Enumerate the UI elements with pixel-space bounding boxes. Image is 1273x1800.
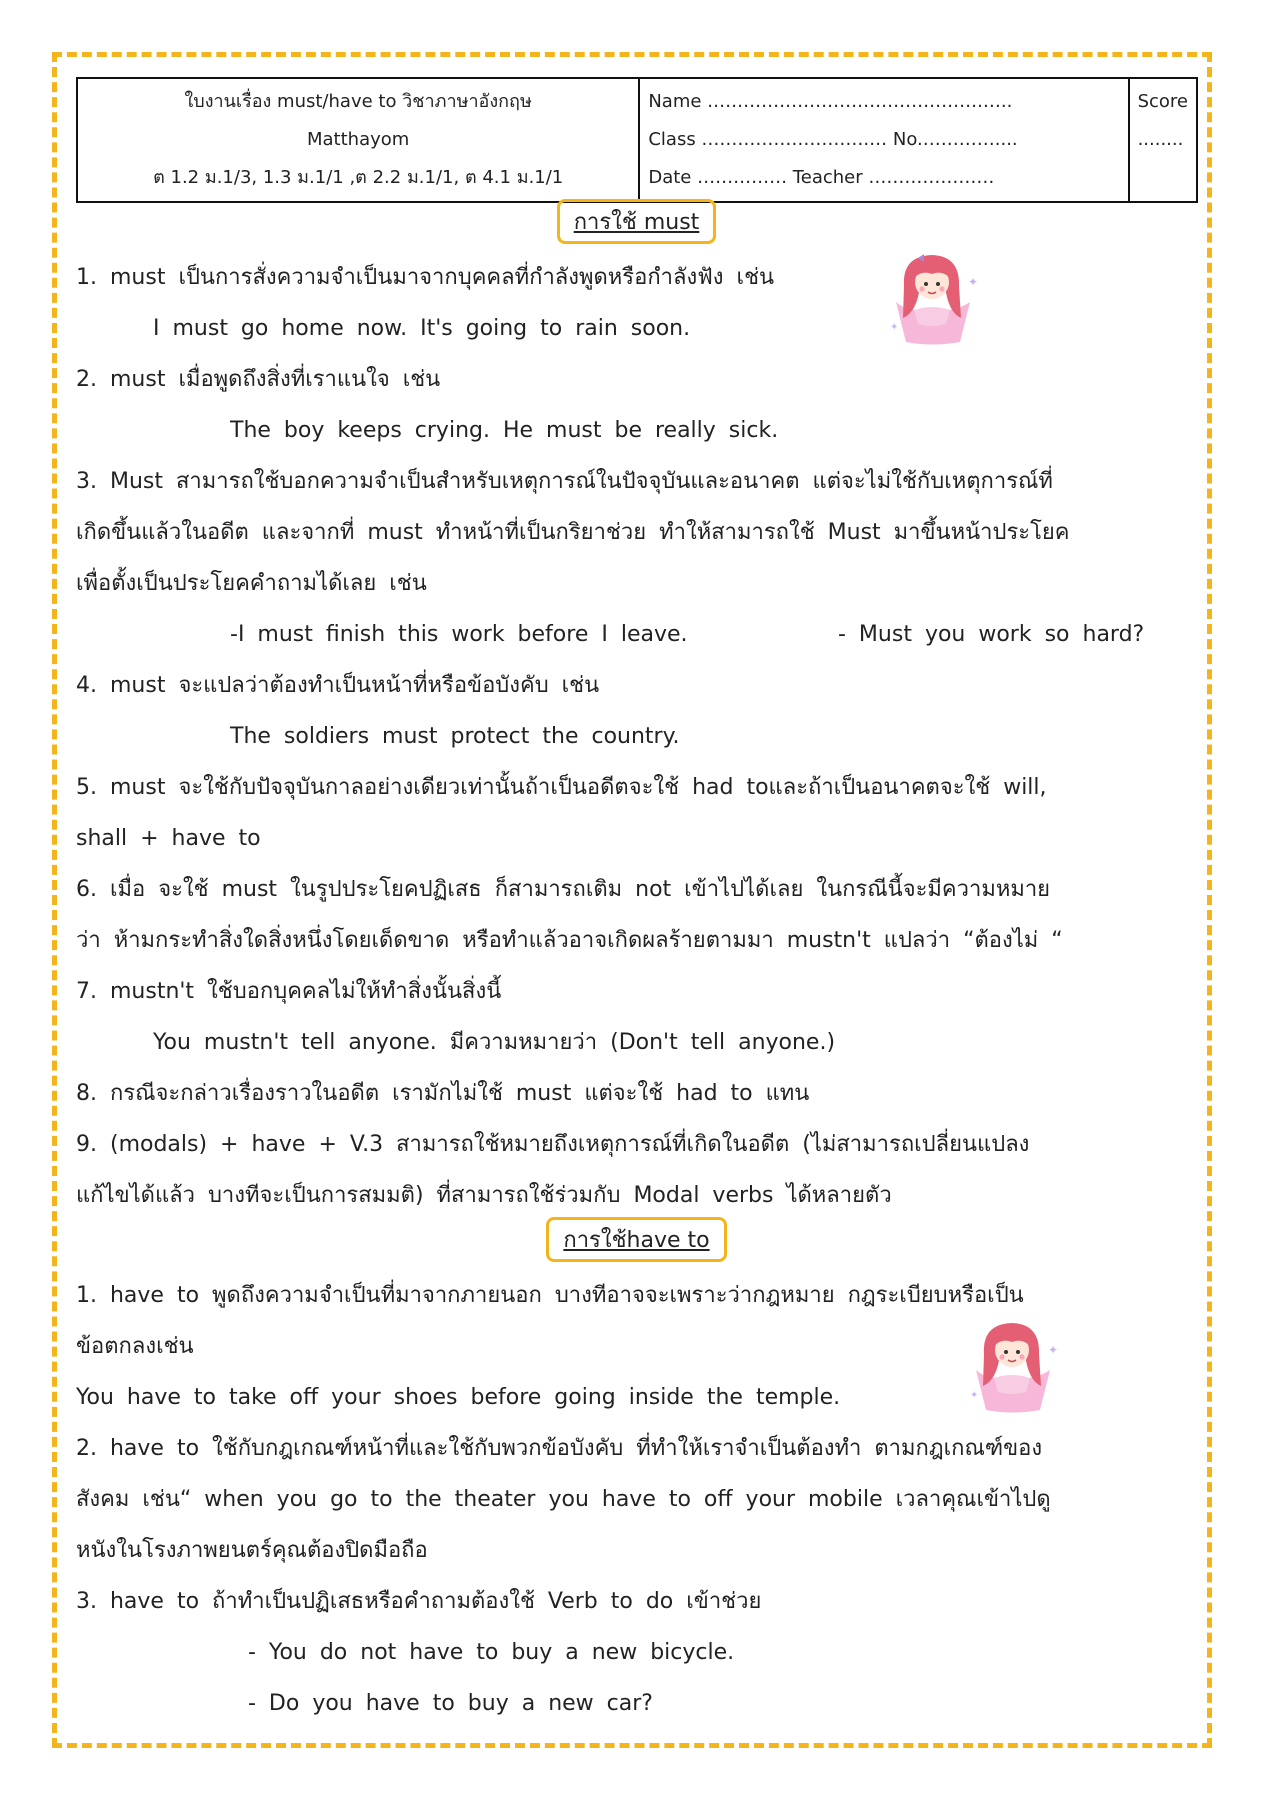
must-example-7: You mustn't tell anyone. มีความหมายว่า (Don't tell anyone.) [153,1030,836,1055]
student-info-cell [639,78,1128,202]
must-line-3: 3. Must สามารถใช้บอกความจำเป็นสำหรับเหตุการณ์ในปัจจุบันและอนาคต แต่จะไม่ใช้กับเหตุการณ์ที่ [76,469,1053,494]
have-to-example-1: You have to take off your shoes before going inside the temple. [76,1385,841,1410]
svg-text:✦: ✦ [1048,1343,1058,1357]
worksheet-info-cell [77,78,639,202]
have-to-example-3b: - Do you have to buy a new car? [248,1691,653,1716]
must-section-heading: การใช้ must [0,199,1273,244]
must-line-9-cont: แก้ไขได้แล้ว บางทีจะเป็นการสมมติ) ที่สามารถใช้ร่วมกับ Modal verbs ได้หลายตัว [76,1183,892,1208]
worksheet-title: ใบงานเรื่อง must/have to วิชาภาษาอังกฤษ [184,91,532,112]
have-to-line-2-cont: สังคม เช่น“ when you go to the theater you have to off your mobile เวลาคุณเข้าไปดู [76,1487,1051,1512]
must-example-4: The soldiers must protect the country. [230,724,680,749]
princess-girl-icon [888,250,978,345]
worksheet-level: Matthayom [307,129,410,150]
svg-text:✦: ✦ [890,322,899,333]
have-to-line-3: 3. have to ถ้าทำเป็นปฏิเสธหรือคำถามต้องใช้ Verb to do เข้าช่วย [76,1589,762,1614]
must-example-3b: - Must you work so hard? [838,622,1145,647]
must-line-9: 9. (modals) + have + V.3 สามารถใช้หมายถึงเหตุการณ์ที่เกิดในอดีต (ไม่สามารถเปลี่ยนแปลง [76,1132,1030,1157]
worksheet-standards: ต 1.2 ม.1/3, 1.3 ม.1/1 ,ต 2.2 ม.1/1, ต 4.1 ม.1/1 [153,167,564,188]
have-to-line-1: 1. have to พูดถึงความจำเป็นที่มาจากภายนอก บางทีอาจจะเพราะว่ากฎหมาย กฎระเบียบหรือเป็น [76,1283,1024,1308]
svg-text:✦: ✦ [968,275,978,289]
score-cell [1129,78,1197,202]
class-number-field[interactable]: Class ……………………….… No.………….... [648,129,1018,150]
must-line-3-cont2: เพื่อตั้งเป็นประโยคคำถามได้เลย เช่น [76,571,427,596]
have-to-line-2: 2. have to ใช้กับกฎเกณฑ์หน้าที่และใช้กับพวกข้อบังคับ ที่ทำให้เราจำเป็นต้องทำ ตามกฎเกณฑ์ของ [76,1436,1043,1461]
must-line-7: 7. mustn't ใช้บอกบุคคลไม่ให้ทำสิ่งนั้นสิ่งนี้ [76,979,502,1004]
must-line-3-cont: เกิดขึ้นแล้วในอดีต และจากที่ must ทำหน้าที่เป็นกริยาช่วย ทำให้สามารถใช้ Must มาขึ้นหน้าประโยค [76,520,1070,545]
have-to-line-2-cont2: หนังในโรงภาพยนตร์คุณต้องปิดมือถือ [76,1538,428,1563]
score-field[interactable]: ........ [1137,129,1184,150]
svg-text:✦: ✦ [970,1390,979,1401]
have-to-example-3a: - You do not have to buy a new bicycle. [248,1640,735,1665]
date-teacher-field[interactable]: Date …………… Teacher ………………… [648,167,995,188]
must-line-6: 6. เมื่อ จะใช้ must ในรูปประโยคปฏิเสธ ก็สามารถเติม not เข้าไปได้เลย ในกรณีนี้จะมีความหมาย [76,877,1051,902]
must-example-2: The boy keeps crying. He must be really sick. [230,418,779,443]
must-line-6-cont: ว่า ห้ามกระทำสิ่งใดสิ่งหนึ่งโดยเด็ดขาด หรือทำแล้วอาจเกิดผลร้ายตามมา mustn't แปลว่า “ต้องไม่ “ [76,928,1063,953]
must-example-1: I must go home now. It's going to rain soon. [153,316,691,341]
have-to-section-heading: การใช้have to [0,1217,1273,1262]
must-line-4: 4. must จะแปลว่าต้องทำเป็นหน้าที่หรือข้อบังคับ เช่น [76,673,600,698]
worksheet-header-table [76,77,1198,203]
name-field[interactable]: Name ……………………………………….….. [648,91,1013,112]
must-line-1: 1. must เป็นการสั่งความจำเป็นมาจากบุคคลที่กำลังพูดหรือกำลังฟัง เช่น [76,265,775,290]
must-line-8: 8. กรณีจะกล่าวเรื่องราวในอดีต เรามักไม่ใช้ must แต่จะใช้ had to แทน [76,1081,810,1106]
score-label: Score [1137,91,1188,112]
princess-girl-icon-2 [968,1318,1058,1413]
must-line-5: 5. must จะใช้กับปัจจุบันกาลอย่างเดียวเท่านั้นถ้าเป็นอดีตจะใช้ had toและถ้าเป็นอนาคตจะใช้ will, [76,775,1047,800]
must-line-5-cont: shall + have to [76,826,261,851]
must-line-2: 2. must เมื่อพูดถึงสิ่งที่เราแนใจ เช่น [76,367,441,392]
have-to-line-1-cont: ข้อตกลงเช่น [76,1334,194,1359]
must-example-3a: -I must finish this work before I leave. [230,622,688,647]
